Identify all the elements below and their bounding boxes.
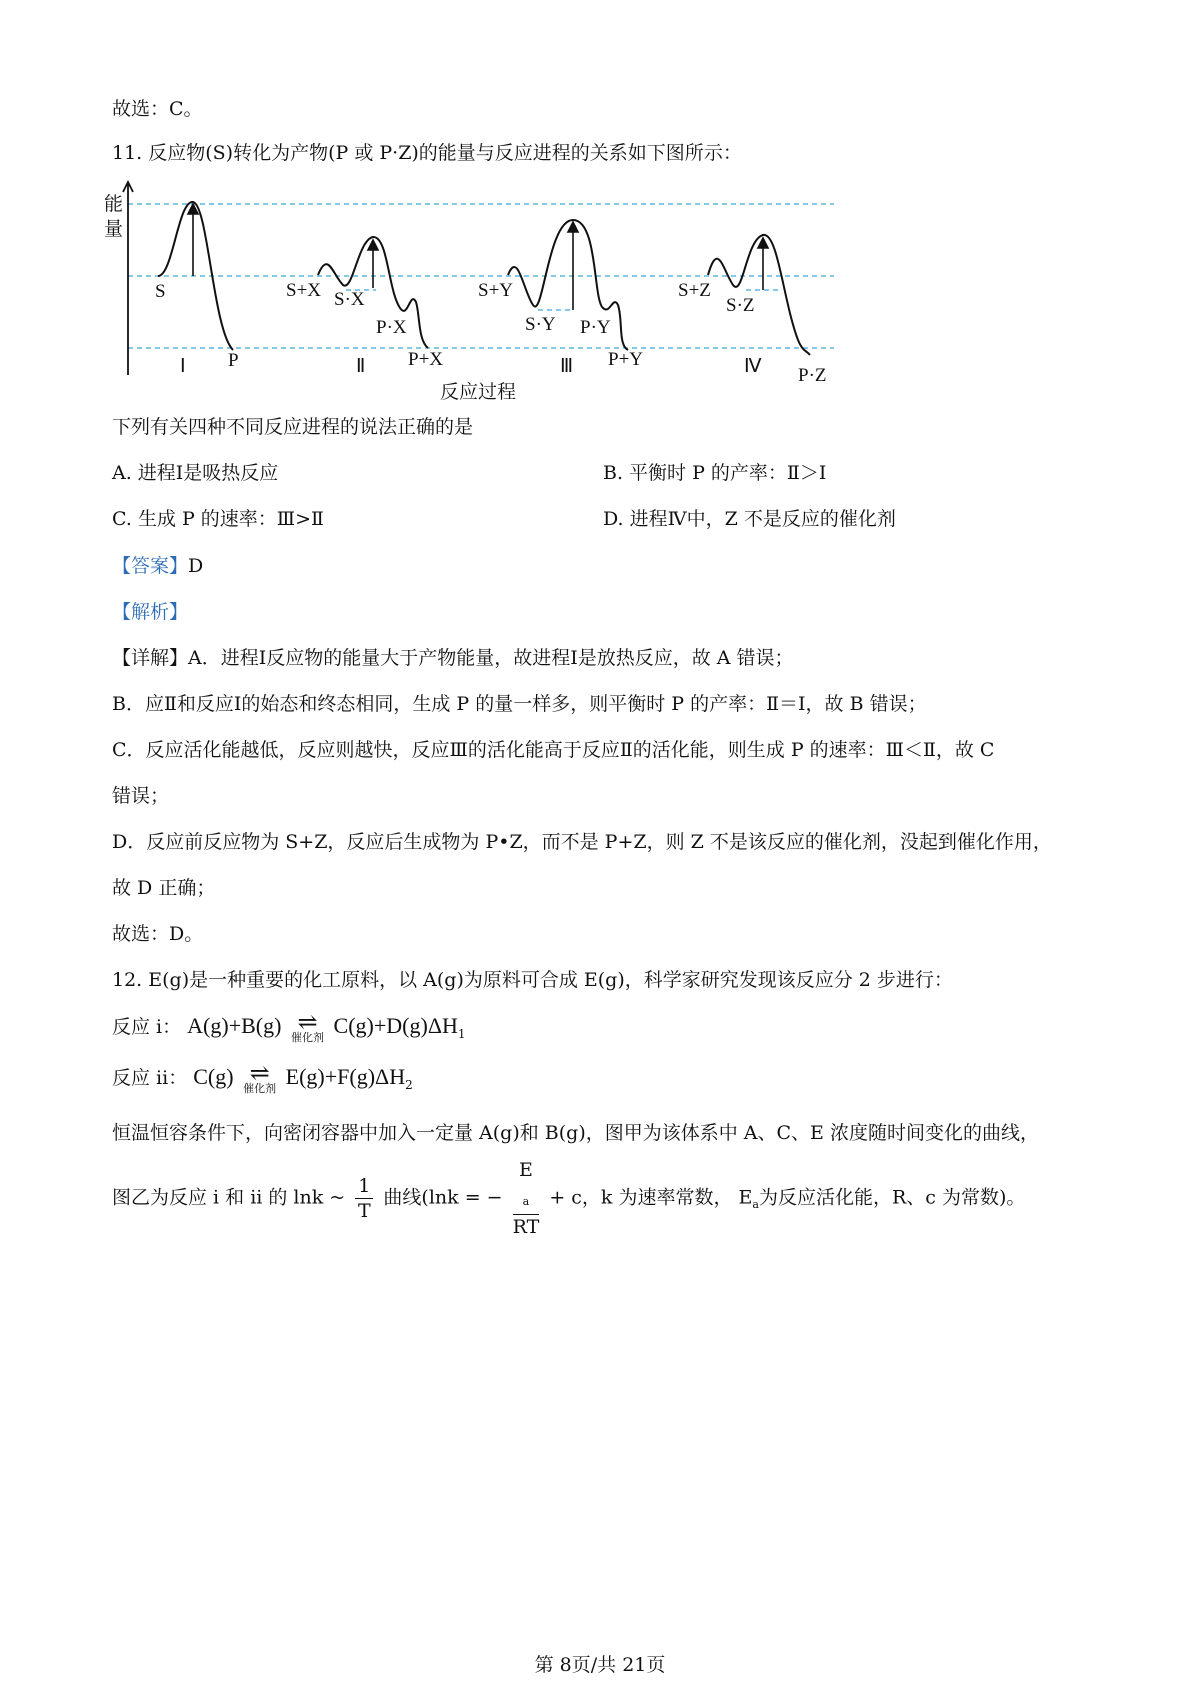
label-P_Y: P·Y	[580, 317, 611, 338]
reaction-i-left: A(g)+B(g)	[187, 1013, 282, 1038]
reaction-i-label: 反应 i：	[112, 1016, 182, 1038]
reaction-ii	[112, 1059, 413, 1098]
conclusion: 故选：D。	[112, 923, 204, 945]
option-C: C. 生成 P 的速率：Ⅲ>Ⅱ	[112, 508, 324, 530]
label-S: S	[155, 281, 166, 302]
reaction-ii-label: 反应 ii：	[112, 1067, 188, 1089]
label-SZ: S+Z	[678, 280, 711, 301]
fraction-1-over-T: $\frac{1}{T}$	[355, 1174, 373, 1223]
equilibrium-arrow: ⇌ 催化剂	[291, 1008, 324, 1044]
label-S_Y: S·Y	[525, 314, 556, 335]
reaction-i-sub: 1	[457, 1026, 466, 1041]
detail-B: B．应Ⅱ和反应Ⅰ的始态和终态相同，生成 P 的量一样多，则平衡时 P 的产率：Ⅱ＝Ⅰ，故 B 错误；	[112, 693, 927, 715]
arrow-II-head	[368, 240, 378, 250]
ylabel-2: 量	[104, 219, 124, 240]
detail-D-cont: 故 D 正确；	[112, 877, 216, 899]
label-PY: P+Y	[608, 349, 644, 370]
p2-part-f: 为反应活化能，R、c 为常数)。	[758, 1186, 1026, 1209]
option-D: D. 进程Ⅳ中，Z 不是反应的催化剂	[603, 508, 896, 530]
question-11: 11. 反应物(S)转化为产物(P 或 P·Z)的能量与反应进程的关系如下图所示：	[112, 142, 742, 164]
option-A: A. 进程Ⅰ是吸热反应	[112, 462, 279, 484]
xlabel: 反应过程	[440, 381, 517, 403]
label-II: Ⅱ	[356, 356, 366, 377]
label-IV: Ⅳ	[744, 356, 762, 377]
question-stem: 下列有关四种不同反应进程的说法正确的是	[112, 416, 474, 438]
ylabel-1: 能	[104, 194, 124, 215]
arrow-IV-head	[758, 238, 768, 248]
p2-part-a: 图乙为反应 i 和 ii 的 lnk ~	[112, 1186, 346, 1209]
curve-IV	[708, 235, 810, 355]
reaction-ii-right: E(g)+F(g)ΔH	[285, 1064, 406, 1089]
label-P_X: P·X	[376, 317, 407, 338]
label-P: P	[228, 350, 239, 371]
detail-C-cont: 错误；	[112, 785, 170, 807]
label-S_Z: S·Z	[726, 295, 755, 316]
reaction-ii-left: C(g)	[193, 1064, 234, 1089]
label-SX: S+X	[286, 280, 322, 301]
label-PZ: P·Z	[798, 365, 827, 386]
answer-value: D	[188, 555, 204, 577]
answer-line	[112, 553, 203, 579]
page-footer: 第 8页/共 21页	[534, 1654, 666, 1676]
p2-part-e-sub: a	[752, 1198, 759, 1212]
p2-part-b: 曲线(	[383, 1186, 429, 1209]
label-S_X: S·X	[334, 289, 365, 310]
text-line: 故选：C。	[112, 98, 203, 120]
analysis-label: 【解析】	[112, 601, 189, 623]
paragraph-2	[112, 1158, 1025, 1239]
detail-C: C．反应活化能越低，反应则越快，反应Ⅲ的活化能高于反应Ⅱ的活化能，则生成 P 的速率：Ⅲ＜Ⅱ，故 C	[112, 739, 995, 761]
label-I: Ⅰ	[180, 356, 186, 377]
reaction-i	[112, 1008, 466, 1047]
fraction-Ea-over-RT: E $_a$ RT	[512, 1159, 540, 1238]
answer-label: 【答案】	[112, 555, 189, 577]
option-B: B. 平衡时 P 的产率：Ⅱ＞Ⅰ	[603, 462, 827, 484]
label-PX: P+X	[408, 349, 444, 370]
arrow-III-head	[568, 222, 578, 232]
p2-part-e: E	[738, 1186, 753, 1209]
detail-D: D．反应前反应物为 S+Z，反应后生成物为 P•Z，而不是 P+Z，则 Z 不是该反应的催化剂，没起到催化作用，	[112, 831, 1052, 853]
equilibrium-arrow: ⇌ 催化剂	[243, 1059, 277, 1095]
reaction-ii-sub: 2	[405, 1077, 413, 1092]
p2-part-d: + c，k 为速率常数，	[549, 1186, 733, 1209]
reaction-i-right: C(g)+D(g)ΔH	[333, 1013, 458, 1038]
p2-part-c: lnk = −	[428, 1186, 503, 1209]
label-SY: S+Y	[478, 280, 514, 301]
paragraph-1: 恒温恒容条件下，向密闭容器中加入一定量 A(g)和 B(g)，图甲为该体系中 A、C、E 浓度随时间变化的曲线，	[112, 1122, 1039, 1144]
question-12: 12. E(g)是一种重要的化工原料，以 A(g)为原料可合成 E(g)，科学家研究发现该反应分 2 步进行：	[112, 969, 953, 991]
label-III: Ⅲ	[560, 356, 574, 377]
energy-diagram	[104, 180, 848, 405]
detail-A: 【详解】A．进程Ⅰ反应物的能量大于产物能量，故进程Ⅰ是放热反应，故 A 错误；	[112, 647, 794, 669]
